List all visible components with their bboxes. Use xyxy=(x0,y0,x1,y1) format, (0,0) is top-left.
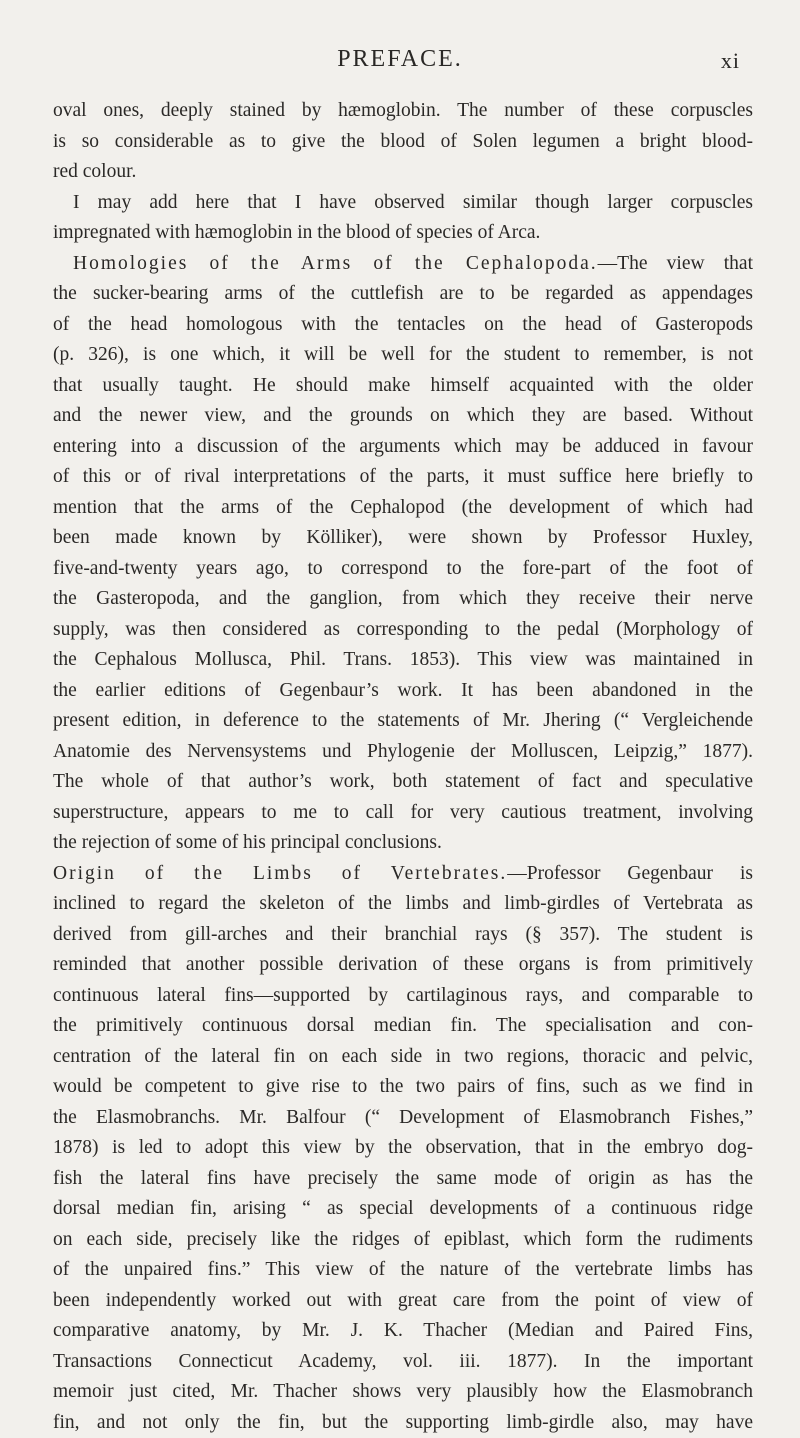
text-line: of the unpaired fins.” This view of the nature of the vertebrate limbs has xyxy=(53,1255,753,1286)
text-line: on each side, precisely like the ridges of epiblast, which form the rudiments xyxy=(53,1225,753,1256)
section-heading-line: Origin of the Limbs of Vertebrates.—Professor Gegenbaur is xyxy=(53,859,753,890)
text-line: been independently worked out with great care from the point of view of xyxy=(53,1286,753,1317)
text-line: reminded that another possible derivation of these organs is from primitively xyxy=(53,950,753,981)
text-line: the sucker-bearing arms of the cuttlefish are to be regarded as appendages xyxy=(53,279,753,310)
text-line: the primitively continuous dorsal median fin. The specialisation and con- xyxy=(53,1011,753,1042)
text-line: the rejection of some of his principal conclusions. xyxy=(53,828,753,859)
text-line: red colour. xyxy=(53,157,753,188)
text-line: The whole of that author’s work, both statement of fact and speculative xyxy=(53,767,753,798)
section-heading: Origin of the Limbs of Vertebrates. xyxy=(53,863,507,884)
page-header xyxy=(0,42,800,82)
text-line: fish the lateral fins have precisely the same mode of origin as has the xyxy=(53,1164,753,1195)
text-line: would be competent to give rise to the two pairs of fins, such as we find in xyxy=(53,1072,753,1103)
text-line: and the newer view, and the grounds on which they are based. Without xyxy=(53,401,753,432)
text-line: (p. 326), is one which, it will be well for the student to remember, is not xyxy=(53,340,753,371)
text-line: dorsal median fin, arising “ as special developments of a continuous ridge xyxy=(53,1194,753,1225)
text-line: memoir just cited, Mr. Thacher shows very plausibly how the Elasmobranch xyxy=(53,1377,753,1408)
text-line: derived from gill-arches and their branchial rays (§ 357). The student is xyxy=(53,920,753,951)
text-line: continuous lateral fins—supported by cartilaginous rays, and comparable to xyxy=(53,981,753,1012)
text-line: Anatomie des Nervensystems und Phylogenie der Molluscen, Leipzig,” 1877). xyxy=(53,737,753,768)
text-line: is so considerable as to give the blood of Solen legumen a bright blood- xyxy=(53,127,753,158)
text-line: been made known by Kölliker), were shown by Professor Huxley, xyxy=(53,523,753,554)
text-line: the Cephalous Mollusca, Phil. Trans. 1853). This view was maintained in xyxy=(53,645,753,676)
section-heading: Homologies of the Arms of the Cephalopoda. xyxy=(73,253,598,274)
text-line: centration of the lateral fin on each side in two regions, thoracic and pelvic, xyxy=(53,1042,753,1073)
text-line: five-and-twenty years ago, to correspond to the fore-part of the foot of xyxy=(53,554,753,585)
text-line: oval ones, deeply stained by hæmoglobin. The number of these corpuscles xyxy=(53,96,753,127)
text-line: the earlier editions of Gegenbaur’s work. It has been abandoned in the xyxy=(53,676,753,707)
running-title: PREFACE. xyxy=(0,46,800,73)
text-line: Transactions Connecticut Academy, vol. iii. 1877). In the important xyxy=(53,1347,753,1378)
page-number: xi xyxy=(721,48,740,74)
text-line: supply, was then considered as corresponding to the pedal (Morphology of xyxy=(53,615,753,646)
text-line: that usually taught. He should make himself acquainted with the older xyxy=(53,371,753,402)
text-line: the Elasmobranchs. Mr. Balfour (“ Development of Elasmobranch Fishes,” xyxy=(53,1103,753,1134)
text-line: I may add here that I have observed similar though larger corpuscles xyxy=(53,188,753,219)
text-line: mention that the arms of the Cephalopod (the development of which had xyxy=(53,493,753,524)
section-heading-line: Homologies of the Arms of the Cephalopoda.—The view that xyxy=(53,249,753,280)
text-line: superstructure, appears to me to call for very cautious treatment, involving xyxy=(53,798,753,829)
text-line: the Gasteropoda, and the ganglion, from which they receive their nerve xyxy=(53,584,753,615)
text-line: of the head homologous with the tentacles on the head of Gasteropods xyxy=(53,310,753,341)
body-text xyxy=(53,96,753,1438)
text-line: inclined to regard the skeleton of the limbs and limb-girdles of Vertebrata as xyxy=(53,889,753,920)
text-line: comparative anatomy, by Mr. J. K. Thacher (Median and Paired Fins, xyxy=(53,1316,753,1347)
text-line: 1878) is led to adopt this view by the observation, that in the embryo dog- xyxy=(53,1133,753,1164)
text-line: entering into a discussion of the arguments which may be adduced in favour xyxy=(53,432,753,463)
text-line: fin, and not only the fin, but the supporting limb-girdle also, may have xyxy=(53,1408,753,1438)
text-line: of this or of rival interpretations of the parts, it must suffice here briefly to xyxy=(53,462,753,493)
text-line: impregnated with hæmoglobin in the blood of species of Arca. xyxy=(53,218,753,249)
text-line: present edition, in deference to the statements of Mr. Jhering (“ Vergleichende xyxy=(53,706,753,737)
